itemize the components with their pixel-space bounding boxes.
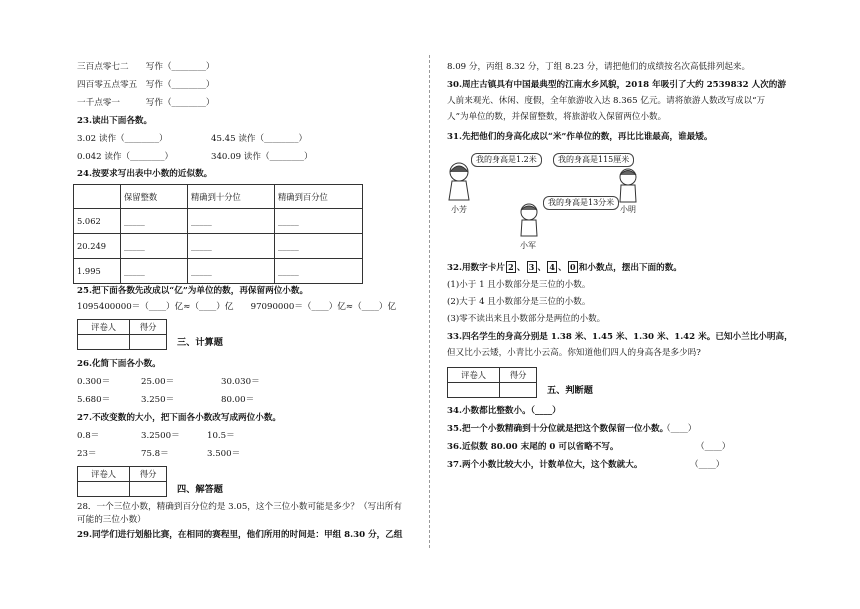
q30-line-1: 30.周庄古镇具有中国最典型的江南水乡风貌，2018 年吸引了大约 2539832 人次的游: [447, 80, 786, 90]
q24-cell: 5.062: [74, 209, 121, 234]
q24-cell: 20.249: [74, 234, 121, 259]
q24-cell: _____: [188, 209, 275, 234]
q24-table: [73, 184, 363, 284]
q32-part-2: (2)大于 4 且小数部分是三位的小数。: [447, 297, 591, 307]
q30-line-3: 人”为单位的数，并保留整数，将旅游收入保留两位小数。: [447, 112, 667, 122]
q34: 34.小数都比整数小。（____）: [447, 406, 561, 416]
q25-line: 1095400000＝（____）亿≈（____）亿 97090000＝（____）亿≈（____）亿: [77, 302, 397, 312]
q35-blank[interactable]: （____）: [662, 424, 697, 434]
q24-cell: _____: [121, 259, 188, 284]
score-label: 得分: [130, 320, 167, 335]
q30-line-2: 人前来观光、休闲、度假，全年旅游收入达 8.365 亿元。请将旅游人数改写成以“万: [447, 96, 766, 106]
q24-cell: _____: [275, 259, 363, 284]
q32-post: 和小数点，摆出下面的数。: [578, 263, 682, 273]
grader-label: 评卷人: [78, 467, 130, 482]
q31-title: 31.先把他们的身高化成以“米”作单位的数，再比比谁最高，谁最矮。: [447, 132, 713, 142]
q27-item: 3.2500＝: [141, 431, 180, 441]
bubble-xiaoming: 我的身高是115厘米: [553, 153, 634, 167]
bubble-xiaofang: 我的身高是1.2米: [471, 153, 542, 167]
q32-part-1: (1)小于 1 且小数部分是三位的小数。: [447, 280, 591, 290]
girl-figure: [446, 160, 472, 206]
boy-figure-xiaoming: [615, 166, 641, 206]
section-4-heading: 四、解答题: [177, 484, 223, 495]
q37: 37.两个小数比较大小，计数单位大，这个数就大。: [447, 460, 643, 470]
q24-cell: 1.995: [74, 259, 121, 284]
digit-card: 2: [506, 261, 516, 273]
q24-cell: _____: [121, 209, 188, 234]
q26-title: 26.化简下面各小数。: [77, 359, 161, 369]
q35: 35.把一个小数精确到十分位就是把这个数保留一位小数。: [447, 424, 669, 434]
q27-item: 75.8＝: [141, 449, 169, 459]
q23-item-1: 3.02 读作（________）: [77, 134, 168, 144]
q23-item-4: 340.09 读作（________）: [211, 152, 313, 162]
card-sep: 、: [537, 263, 547, 273]
q26-item: 30.030＝: [221, 377, 260, 387]
write-line-3: 一千点零一 写作（________）: [77, 98, 215, 108]
q32-part-3: (3)零不读出来且小数部分是两位的小数。: [447, 314, 606, 324]
write-line-2: 四百零五点零五 写作（________）: [77, 80, 215, 90]
q36: 36.近似数 80.00 末尾的 0 可以省略不写。: [447, 442, 619, 452]
q26-item: 25.00＝: [141, 377, 175, 387]
q36-blank[interactable]: （____）: [696, 442, 731, 452]
q29-line-1: 29.同学们进行划船比赛，在相同的赛程里，他们所用的时间是：甲组 8.30 分，乙组: [77, 530, 403, 540]
q37-blank[interactable]: （____）: [690, 460, 725, 470]
q28-line-1: 28．一个三位小数，精确到百分位约是 3.05，这个三位小数可能是多少？（写出所有: [77, 502, 402, 512]
write-line-1: 三百点零七二 写作（________）: [77, 62, 215, 72]
q27-item: 23＝: [77, 449, 97, 459]
grader-label: 评卷人: [448, 368, 500, 383]
q27-item: 10.5＝: [207, 431, 235, 441]
q27-item: 0.8＝: [77, 431, 100, 441]
q33-line-2: 但又比小云矮，小青比小云高。你知道他们四人的身高各是多少吗?: [447, 348, 701, 358]
q24-header: 精确到百分位: [275, 185, 363, 209]
q33-line-1: 33.四名学生的身高分别是 1.38 米、1.45 米、1.30 米、1.42 米。已知小兰比小明高，: [447, 332, 793, 342]
q24-cell: _____: [275, 209, 363, 234]
section-5-heading: 五、判断题: [547, 385, 593, 396]
q23-item-3: 0.042 读作（________）: [77, 152, 174, 162]
q24-header: [74, 185, 121, 209]
q32-pre: 32.用数字卡片: [447, 263, 505, 273]
q24-cell: _____: [188, 234, 275, 259]
name-xiaojun: 小军: [520, 241, 536, 250]
score-box-4: [77, 466, 167, 497]
score-label: 得分: [130, 467, 167, 482]
q27-title: 27.不改变数的大小，把下面各小数改写成两位小数。: [77, 413, 282, 423]
q24-cell: _____: [121, 234, 188, 259]
q32-line: [447, 261, 682, 274]
q26-item: 0.300＝: [77, 377, 111, 387]
q26-item: 5.680＝: [77, 395, 111, 405]
q23-item-2: 45.45 读作（________）: [211, 134, 308, 144]
grader-label: 评卷人: [78, 320, 130, 335]
digit-card: 0: [568, 261, 578, 273]
score-box-5: [447, 367, 537, 398]
q25-title: 25.把下面各数先改成以“亿”为单位的数，再保留两位小数。: [77, 286, 309, 296]
q26-item: 3.250＝: [141, 395, 175, 405]
card-sep: 、: [516, 263, 526, 273]
q24-title: 24.按要求写出表中小数的近似数。: [77, 169, 213, 179]
name-xiaofang: 小芳: [451, 205, 467, 214]
section-3-heading: 三、计算题: [177, 337, 223, 348]
q29-line-2: 8.09 分，丙组 8.32 分，丁组 8.23 分，请把他们的成绩按名次高低排列起来。: [447, 62, 751, 72]
digit-card: 4: [547, 261, 557, 273]
q28-line-2: 可能的三位小数）: [77, 515, 146, 525]
bubble-xiaojun: 我的身高是13分米: [543, 196, 619, 210]
column-divider: [429, 55, 430, 548]
score-label: 得分: [500, 368, 537, 383]
q27-item: 3.500＝: [207, 449, 241, 459]
name-xiaoming: 小明: [620, 205, 636, 214]
q26-item: 80.00＝: [221, 395, 255, 405]
q24-header: 保留整数: [121, 185, 188, 209]
digit-card: 3: [527, 261, 537, 273]
score-box-3: [77, 319, 167, 350]
q24-cell: _____: [275, 234, 363, 259]
q24-header: 精确到十分位: [188, 185, 275, 209]
card-sep: 、: [558, 263, 567, 273]
q23-title: 23.读出下面各数。: [77, 116, 153, 126]
boy-figure-xiaojun: [516, 202, 542, 240]
q24-cell: _____: [188, 259, 275, 284]
